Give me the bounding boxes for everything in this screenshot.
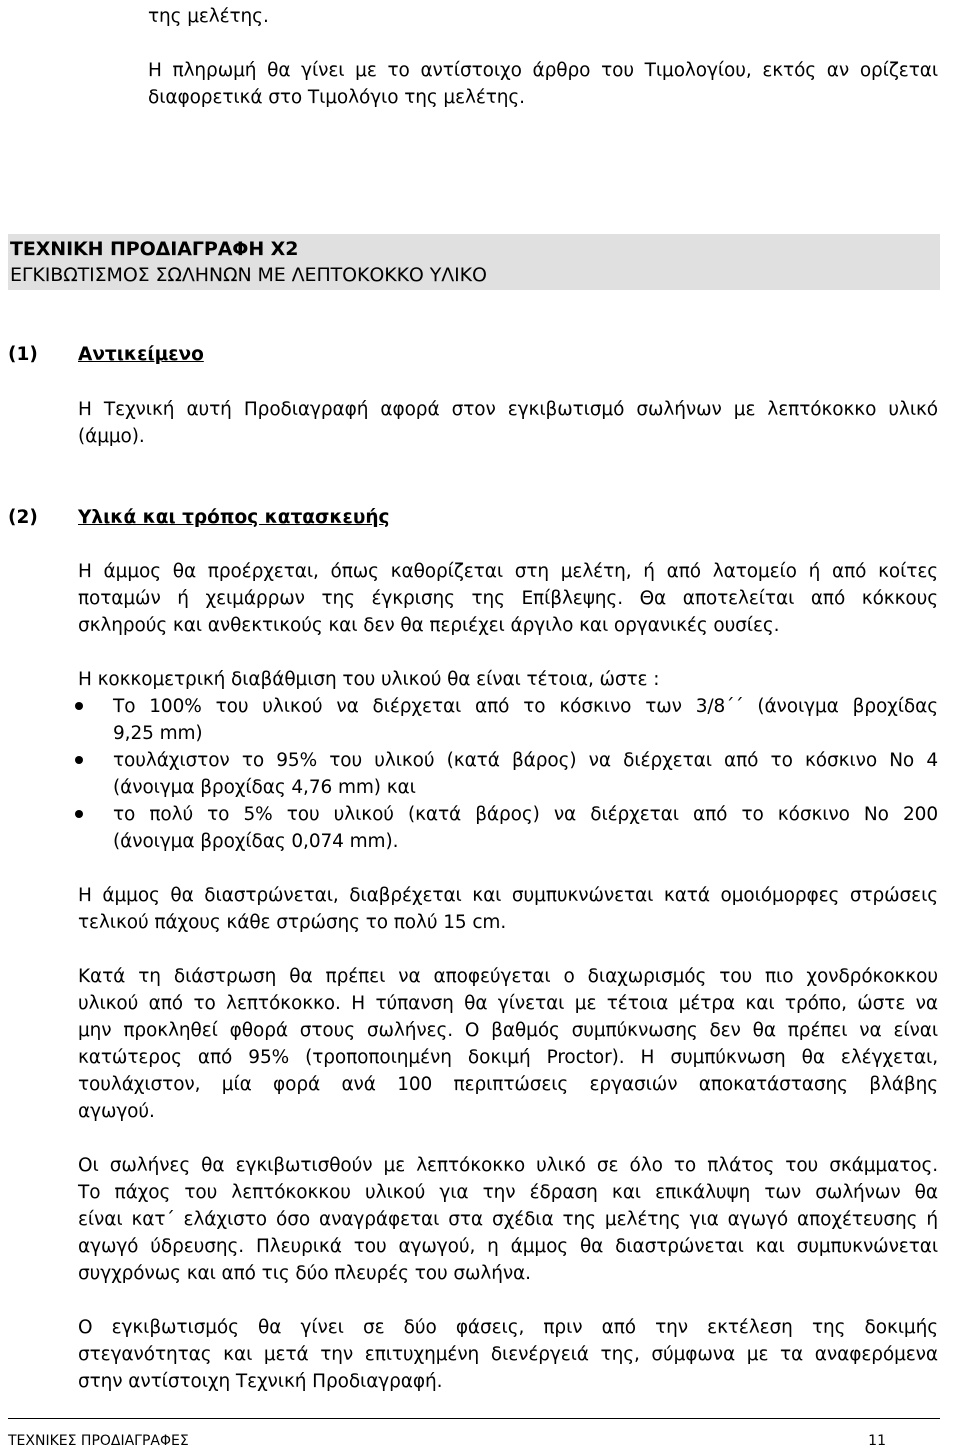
paragraph-line: στην αντίστοιχη Τεχνική Προδιαγραφή.	[78, 1371, 443, 1392]
paragraph-line: αγωγού.	[78, 1101, 155, 1122]
spec-subtitle: ΕΓΚΙΒΩΤΙΣΜΟΣ ΣΩΛΗΝΩΝ ΜΕ ΛΕΠΤΟΚΟΚΚΟ ΥΛΙΚΟ	[10, 264, 487, 286]
paragraph-line: Η Τεχνική αυτή Προδιαγραφή αφορά στον εγκιβωτισμό σωλήνων με λεπτόκοκκο υλικό	[78, 399, 938, 420]
footer-label: ΤΕΧΝΙΚΕΣ ΠΡΟΔΙΑΓΡΑΦΕΣ	[8, 1433, 189, 1449]
paragraph-line: Κατά τη διάστρωση θα πρέπει να αποφεύγεται ο διαχωρισμός του πιο χονδρόκοκκου	[78, 966, 938, 987]
paragraph-line: Το πάχος του λεπτόκοκκου υλικού για την έδραση και επικάλυψη των σωλήνων θα	[78, 1182, 938, 1203]
spec-title: ΤΕΧΝΙΚΗ ΠΡΟΔΙΑΓΡΑΦΗ Χ2	[10, 238, 299, 260]
paragraph-line: τελικού πάχους κάθε στρώσης το πολύ 15 cm.	[78, 912, 507, 933]
list-item-line: 9,25 mm)	[113, 723, 203, 744]
paragraph-line: στεγανότητας και μετά την επιτυχημένη διενέργειά της, σύμφωνα με τα αναφερόμενα	[78, 1344, 938, 1365]
paragraph-line: είναι κατ΄ ελάχιστο όσο αναγράφεται στα σχέδια της μελέτης για αγωγό αποχέτευσης ή	[78, 1209, 938, 1230]
spec-title-banner	[8, 234, 940, 290]
paragraph-line: υλικού από το λεπτόκοκκο. Η τύπανση θα γίνεται με τέτοια μέτρα και τρόπο, ώστε να	[78, 993, 938, 1014]
paragraph-line: μην προκληθεί φθορά στους σωλήνες. Ο βαθμός συμπύκνωσης δεν θα πρέπει να είναι	[78, 1020, 938, 1041]
page-number: 11	[868, 1433, 886, 1449]
paragraph-line: Η άμμος θα διαστρώνεται, διαβρέχεται και συμπυκνώνεται κατά ομοιόμορφες στρώσεις	[78, 885, 938, 906]
section-heading: Αντικείμενο	[78, 344, 204, 365]
paragraph-line: σκληρούς και ανθεκτικούς και δεν θα περιέχει άργιλο και οργανικές ουσίες.	[78, 615, 780, 636]
paragraph-line: συγχρόνως και από τις δύο πλευρές του σωλήνα.	[78, 1263, 531, 1284]
bullet-marker	[75, 756, 83, 764]
paragraph-line: Ο εγκιβωτισμός θα γίνει σε δύο φάσεις, πριν από την εκτέλεση της δοκιμής	[78, 1317, 938, 1338]
paragraph-line: Η κοκκομετρική διαβάθμιση του υλικού θα είναι τέτοια, ώστε :	[78, 669, 660, 690]
paragraph-line: (άμμο).	[78, 426, 145, 447]
paragraph-line: Οι σωλήνες θα εγκιβωτισθούν με λεπτόκοκκο υλικό σε όλο το πλάτος του σκάμματος.	[78, 1155, 938, 1176]
bullet-marker	[75, 702, 83, 710]
section-heading: Υλικά και τρόπος κατασκευής	[78, 507, 390, 528]
paragraph-line: αγωγό ύδρευσης. Πλευρικά του αγωγού, η άμμος θα διαστρώνεται και συμπυκνώνεται	[78, 1236, 938, 1257]
list-item-line: (άνοιγμα βροχίδας 0,074 mm).	[113, 831, 399, 852]
section-number: (2)	[8, 507, 38, 528]
paragraph-line: ποταμών ή χειμάρρων της έγκρισης της Επίβλεψης. Θα αποτελείται από κόκκους	[78, 588, 938, 609]
footer-divider	[8, 1418, 940, 1419]
intro-line: της μελέτης.	[148, 6, 269, 27]
list-item-line: (άνοιγμα βροχίδας 4,76 mm) και	[113, 777, 416, 798]
intro-paragraph-line: διαφορετικά στο Τιμολόγιο της μελέτης.	[148, 87, 525, 108]
intro-paragraph-line: Η πληρωμή θα γίνει με το αντίστοιχο άρθρο του Τιμολογίου, εκτός αν ορίζεται	[148, 60, 938, 81]
paragraph-line: τουλάχιστον, μία φορά ανά 100 περιπτώσεις εργασιών αποκατάστασης βλάβης	[78, 1074, 938, 1095]
bullet-marker	[75, 810, 83, 818]
paragraph-line: Η άμμος θα προέρχεται, όπως καθορίζεται στη μελέτη, ή από λατομείο ή από κοίτες	[78, 561, 938, 582]
list-item-line: Το 100% του υλικού να διέρχεται από το κόσκινο των 3/8΄΄ (άνοιγμα βροχίδας	[113, 696, 938, 717]
section-number: (1)	[8, 344, 38, 365]
list-item-line: το πολύ το 5% του υλικού (κατά βάρος) να διέρχεται από το κόσκινο Νο 200	[113, 804, 938, 825]
paragraph-line: κατώτερος από 95% (τροποποιημένη δοκιμή Proctor). Η συμπύκνωση θα ελέγχεται,	[78, 1047, 938, 1068]
list-item-line: τουλάχιστον το 95% του υλικού (κατά βάρος) να διέρχεται από το κόσκινο Νο 4	[113, 750, 938, 771]
